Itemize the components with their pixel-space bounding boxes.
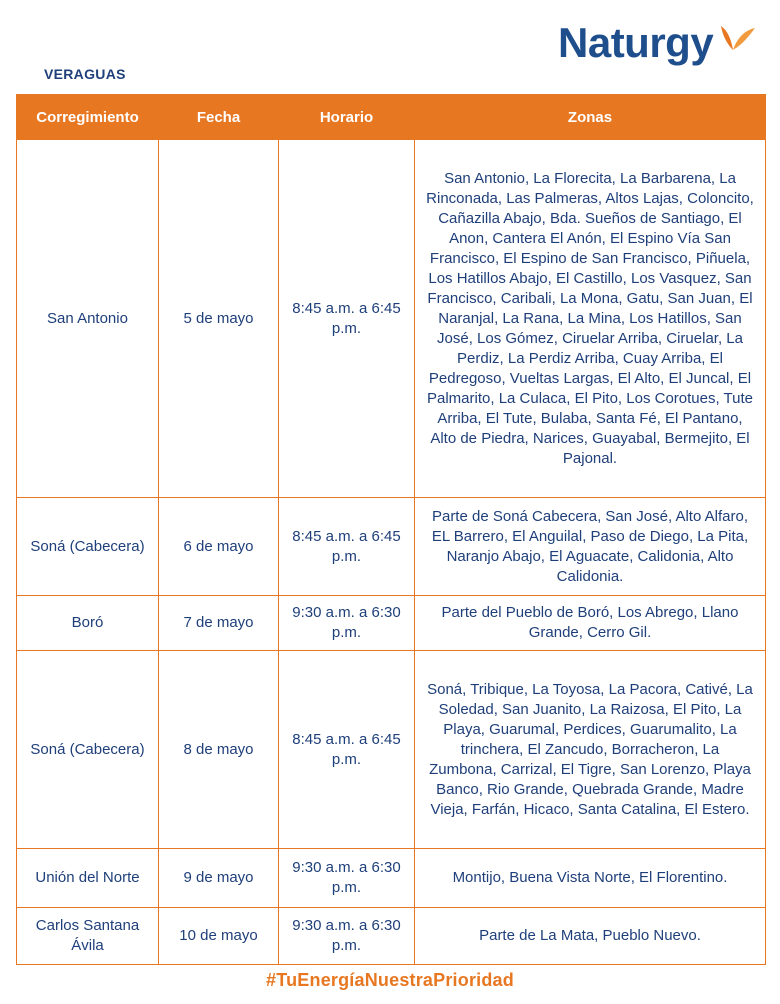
cell-corregimiento: Carlos Santana Ávila — [17, 908, 159, 965]
cell-fecha: 10 de mayo — [159, 908, 279, 965]
cell-corregimiento: Soná (Cabecera) — [17, 651, 159, 849]
cell-zonas: Parte del Pueblo de Boró, Los Abrego, Llano Grande, Cerro Gil. — [415, 596, 766, 651]
region-title: VERAGUAS — [44, 66, 126, 82]
naturgy-logo — [558, 19, 757, 66]
cell-zonas: Soná, Tribique, La Toyosa, La Pacora, Cativé, La Soledad, San Juanito, La Raizosa, El Pito, La Playa, Guarumal, Perdices, Guarumalito, La trinchera, El Zancudo, Borracheron, La Zumbona, Carrizal, El Tigre, San Lorenzo, Playa Banco, Rio Grande, Quebrada Grande, Madre Vieja, Farfán, Hicaco, Santa Catalina, El Estero. — [415, 651, 766, 849]
cell-fecha: 9 de mayo — [159, 849, 279, 908]
table-row — [17, 908, 766, 965]
col-header-fecha: Fecha — [159, 95, 279, 140]
cell-zonas: Parte de Soná Cabecera, San José, Alto Alfaro, EL Barrero, El Anguilal, Paso de Diego, La Pita, Naranjo Abajo, El Aguacate, Calidonia, Alto Calidonia. — [415, 498, 766, 596]
col-header-corregimiento: Corregimiento — [17, 95, 159, 140]
table-header-row — [17, 95, 766, 140]
col-header-horario: Horario — [279, 95, 415, 140]
cell-horario: 9:30 a.m. a 6:30 p.m. — [279, 849, 415, 908]
cell-horario: 8:45 a.m. a 6:45 p.m. — [279, 140, 415, 498]
cell-zonas: Montijo, Buena Vista Norte, El Florentino. — [415, 849, 766, 908]
cell-fecha: 8 de mayo — [159, 651, 279, 849]
cell-horario: 8:45 a.m. a 6:45 p.m. — [279, 651, 415, 849]
cell-fecha: 7 de mayo — [159, 596, 279, 651]
hashtag-footer: #TuEnergíaNuestraPrioridad — [266, 970, 514, 990]
cell-fecha: 5 de mayo — [159, 140, 279, 498]
cell-corregimiento: Boró — [17, 596, 159, 651]
cell-corregimiento: San Antonio — [17, 140, 159, 498]
table-row — [17, 140, 766, 498]
table-row — [17, 498, 766, 596]
table-row — [17, 651, 766, 849]
cell-horario: 9:30 a.m. a 6:30 p.m. — [279, 908, 415, 965]
cell-corregimiento: Unión del Norte — [17, 849, 159, 908]
brand-name: Naturgy — [558, 19, 714, 66]
table-row — [17, 849, 766, 908]
butterfly-icon — [717, 24, 757, 60]
cell-corregimiento: Soná (Cabecera) — [17, 498, 159, 596]
schedule-table — [16, 94, 766, 965]
col-header-zonas: Zonas — [415, 95, 766, 140]
cell-fecha: 6 de mayo — [159, 498, 279, 596]
cell-zonas: San Antonio, La Florecita, La Barbarena, La Rinconada, Las Palmeras, Altos Lajas, Coloncito, Cañazilla Abajo, Bda. Sueños de Santiago, El Anon, Cantera El Anón, El Espino Vía San Francisco, El Espino de San Francisco, Piñuela, Los Hatillos Abajo, El Castillo, Los Vasquez, San Francisco, Caribali, La Mona, Gatu, San Juan, El Naranjal, La Rana, La Mina, Los Hatillos, San José, Los Gómez, Ciruelar Arriba, Ciruelar, La Perdiz, La Perdiz Arriba, Cuay Arriba, El Pedregoso, Vueltas Largas, El Alto, El Juncal, El Palmarito, La Culaca, El Pito, Los Corotues, Tute Arriba, El Tute, Bulaba, Santa Fé, El Pantano, Alto de Piedra, Narices, Guayabal, Bermejito, El Pajonal. — [415, 140, 766, 498]
cell-horario: 8:45 a.m. a 6:45 p.m. — [279, 498, 415, 596]
cell-horario: 9:30 a.m. a 6:30 p.m. — [279, 596, 415, 651]
cell-zonas: Parte de La Mata, Pueblo Nuevo. — [415, 908, 766, 965]
table-row — [17, 596, 766, 651]
